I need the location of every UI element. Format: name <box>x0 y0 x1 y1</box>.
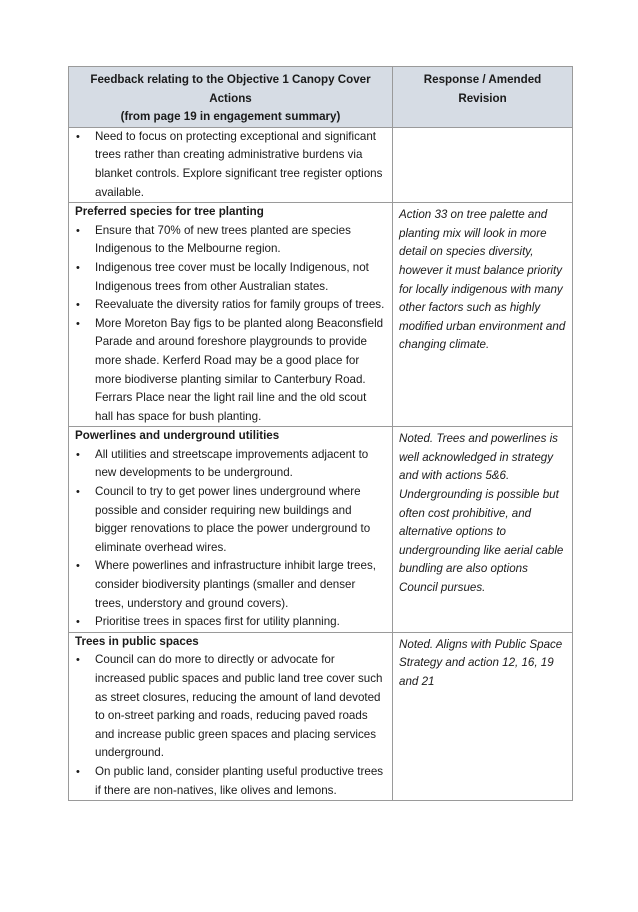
feedback-cell <box>69 632 393 800</box>
response-text: Noted. Trees and powerlines is well acknowledged in strategy and with actions 5&6. Undergrounding is possible but often cost prohibitive, and alternative options to undergrounding like aerial cable bundling are also options Council pursues. <box>399 432 564 595</box>
feedback-cell <box>69 127 393 202</box>
header-line: Feedback relating to the Objective 1 Canopy Cover <box>90 73 371 86</box>
table-row <box>69 632 573 800</box>
feedback-item: • On public land, consider planting useful productive trees if there are non-natives, like olives and lemons. <box>75 763 386 800</box>
feedback-column-header <box>69 67 393 128</box>
feedback-item: • Ensure that 70% of new trees planted are species Indigenous to the Melbourne region. <box>75 222 386 259</box>
section-heading: Trees in public spaces <box>75 634 199 648</box>
feedback-item: • Need to focus on protecting exceptional and significant trees rather than creating administrative burdens via blanket controls. Explore significant tree register options available. <box>75 128 386 202</box>
feedback-item: • Reevaluate the diversity ratios for family groups of trees. <box>75 296 386 315</box>
response-cell <box>393 127 573 202</box>
response-cell <box>393 203 573 427</box>
header-line: (from page 19 in engagement summary) <box>120 110 341 124</box>
table-row <box>69 427 573 633</box>
table-row <box>69 127 573 202</box>
feedback-item: • Where powerlines and infrastructure inhibit large trees, consider biodiversity plantings (smaller and denser trees, understory and ground covers). <box>75 557 386 613</box>
header-line: Revision <box>458 91 507 105</box>
response-text: Action 33 on tree palette and planting mix will look in more detail on species diversity, however it must balance priority for locally indigenous with many other factors such as highly modified urban environment and changing climate. <box>399 208 566 352</box>
feedback-list <box>75 222 386 427</box>
table-header-row <box>69 67 573 128</box>
feedback-item: • More Moreton Bay figs to be planted along Beaconsfield Parade and around foreshore playgrounds to provide more shade. Kerferd Road may be a good place for more biodiverse planting similar to Canterbury Road. Ferrars Place near the light rail line and the old scout hall has space for bush planting. <box>75 315 386 427</box>
section-heading: Preferred species for tree planting <box>75 205 264 219</box>
response-text: Noted. Aligns with Public Space Strategy and action 12, 16, 19 and 21 <box>399 637 563 688</box>
table-row <box>69 203 573 427</box>
feedback-list <box>75 651 386 800</box>
response-column-header <box>393 67 573 128</box>
feedback-item: • Prioritise trees in spaces first for utility planning. <box>75 613 386 632</box>
header-line: Actions <box>209 91 252 105</box>
feedback-table <box>68 66 573 801</box>
feedback-list <box>75 128 386 202</box>
response-cell <box>393 632 573 800</box>
feedback-item: • Council can do more to directly or advocate for increased public spaces and public land tree cover such as street closures, reducing the amount of land devoted to on-street parking and roads, reducing paved roads and increase public green spaces and placing services underground. <box>75 651 386 763</box>
section-heading: Powerlines and underground utilities <box>75 429 280 443</box>
response-cell <box>393 427 573 633</box>
feedback-cell <box>69 203 393 427</box>
feedback-cell <box>69 427 393 633</box>
feedback-item: • Indigenous tree cover must be locally Indigenous, not Indigenous trees from other Australian states. <box>75 259 386 296</box>
feedback-item: • All utilities and streetscape improvements adjacent to new developments to be underground. <box>75 446 386 483</box>
response-text <box>399 128 566 135</box>
header-line: Response / Amended <box>423 73 542 86</box>
feedback-item: • Council to try to get power lines underground where possible and consider requiring new buildings and bigger renovations to place the power underground to eliminate overhead wires. <box>75 483 386 557</box>
feedback-list <box>75 446 386 632</box>
